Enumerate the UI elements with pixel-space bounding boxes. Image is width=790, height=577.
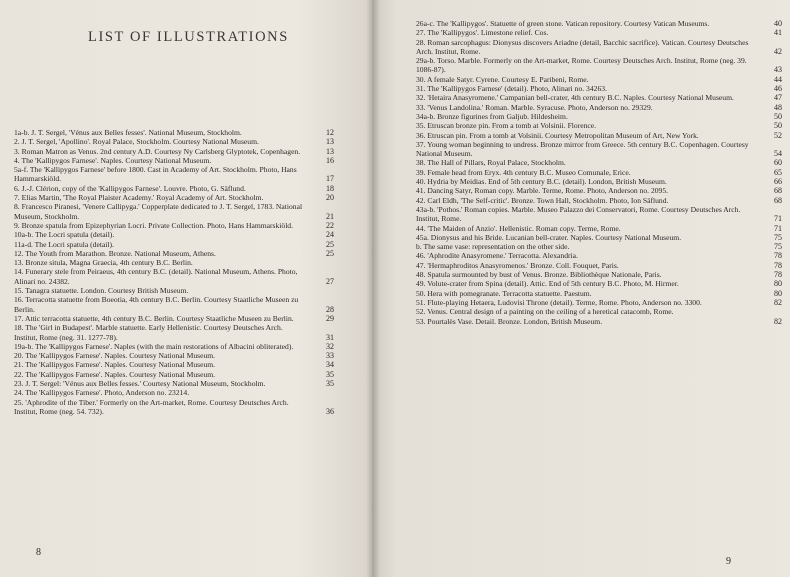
entry-page-number: 78 — [774, 270, 782, 280]
illustration-entry — [14, 184, 336, 193]
illustration-entry — [416, 242, 784, 251]
entry-caption: 7. Elias Martin, 'The Royal Plaister Academy.' Royal Academy of Art. Stockholm. — [14, 193, 264, 203]
entry-page-number: 17 — [326, 174, 334, 184]
illustration-entry — [14, 388, 336, 397]
right-page-number: 9 — [726, 556, 731, 567]
illustration-entry — [14, 165, 336, 184]
entry-page-number: 42 — [774, 46, 782, 56]
illustration-entry — [416, 224, 784, 233]
entry-caption: b. The same vase: representation on the other side. — [416, 242, 570, 252]
entry-caption: 20. The 'Kallipygos Farnese'. Naples. Courtesy National Museum. — [14, 351, 216, 361]
entry-caption: 8. Francesco Piranesi, 'Venere Callipyga.' Copperplate dedicated to J. T. Sergel, 1783. National Museum, Stockholm. — [14, 202, 303, 221]
illustration-entry — [416, 93, 784, 102]
entry-caption: 46. 'Aphrodite Anasyromene.' Terracotta. Alexandria. — [416, 251, 578, 261]
entry-caption: 52. Venus. Central design of a painting on the ceiling of a heretical catacomb, Rome. — [416, 307, 674, 317]
left-illustration-list — [14, 128, 336, 416]
entry-caption: 1a-b. J. T. Sergel, 'Vénus aux Belles fesses'. National Museum, Stockholm. — [14, 128, 242, 137]
entry-page-number: 12 — [326, 128, 334, 137]
entry-page-number: 71 — [774, 223, 782, 233]
entry-caption: 17. Attic terracotta statuette, 4th century B.C. Berlin. Courtesy Staatliche Museen zu Berlin. — [14, 313, 294, 323]
right-illustration-list — [416, 19, 784, 326]
illustration-entry — [14, 258, 336, 267]
entry-caption: 15. Tanagra statuette. London. Courtesy British Museum. — [14, 286, 189, 296]
entry-caption: 45a. Dionysus and his Bride. Lucanian bell-crater. Naples. Courtesy National Museum. — [416, 232, 682, 242]
entry-page-number: 20 — [326, 193, 334, 203]
illustration-entry — [14, 193, 336, 202]
entry-caption: 3. Roman Matron as Venus. 2nd century A.D. Courtesy Ny Carlsberg Glyptotek, Copenhagen. — [14, 146, 301, 156]
entry-caption: 38. The Hall of Pillars, Royal Palace, Stockholm. — [416, 158, 566, 168]
right-page — [372, 0, 790, 577]
entry-page-number: 41 — [774, 28, 782, 38]
entry-caption: 50. Hera with pomegranate. Terracotta statuette. Paestum. — [416, 288, 592, 298]
entry-page-number: 54 — [774, 149, 782, 159]
illustration-entry — [416, 140, 784, 159]
entry-page-number: 25 — [326, 239, 334, 249]
entry-caption: 44. 'The Maiden of Anzio'. Hellenistic. Roman copy. Terme, Rome. — [416, 223, 621, 233]
illustration-entry — [416, 112, 784, 121]
illustration-entry — [416, 205, 784, 224]
illustration-entry — [14, 128, 336, 137]
entry-caption: 18. The 'Girl in Budapest'. Marble statuette. Early Hellenistic. Courtesy Deutsches Arch. Institut, Rome (neg. 31. 1277-78). — [14, 323, 283, 342]
illustration-entry — [416, 103, 784, 112]
book-gutter — [366, 0, 380, 577]
entry-page-number: 47 — [774, 93, 782, 103]
entry-caption: 51. Flute-playing Hetaera, Ludovisi Throne (detail). Terme, Rome. Photo, Anderson no. 3300. — [416, 297, 702, 307]
entry-caption: 40. Hydria by Meidias. End of 5th century B.C. (detail). London, British Museum. — [416, 177, 667, 187]
entry-page-number: 60 — [774, 158, 782, 168]
illustration-entry — [14, 323, 336, 342]
entry-page-number: 66 — [774, 177, 782, 187]
illustration-entry — [14, 360, 336, 369]
illustration-entry — [416, 186, 784, 195]
page-title: LIST OF ILLUSTRATIONS — [88, 29, 289, 45]
entry-page-number: 52 — [774, 130, 782, 140]
entry-page-number: 44 — [774, 74, 782, 84]
entry-page-number: 68 — [774, 195, 782, 205]
illustration-entry — [14, 202, 336, 221]
entry-caption: 29a-b. Torso. Marble. Formerly on the Art-market, Rome. Courtesy Deutsches Arch. Institut, Rome (neg. 39. 1086-87). — [416, 56, 747, 75]
entry-caption: 9. Bronze spatula from Epizephyrian Locri. Private Collection. Photo, Hans Hammarskiöld. — [14, 220, 294, 230]
entry-caption: 26a-c. The 'Kallipygos'. Statuette of green stone. Vatican repository. Courtesy Vatican Museums. — [416, 19, 710, 28]
entry-page-number: 75 — [774, 232, 782, 242]
entry-caption: 5a-f. The 'Kallipygos Farnese' before 1800. Cast in Academy of Art. Stockholm. Photo, Hans Hammarskiöld. — [14, 165, 297, 184]
entry-caption: 11a-d. The Locri spatula (detail). — [14, 239, 114, 249]
illustration-entry — [416, 196, 784, 205]
entry-page-number: 29 — [326, 313, 334, 323]
illustration-entry — [416, 251, 784, 260]
entry-caption: 32. 'Hetaira Anasyromene.' Campanian bell-crater, 4th century B.C. Naples. Courtesy National Museum. — [416, 93, 734, 103]
entry-page-number: 80 — [774, 279, 782, 289]
entry-caption: 22. The 'Kallipygos Farnese'. Naples. Courtesy National Museum. — [14, 369, 216, 379]
illustration-entry — [416, 75, 784, 84]
entry-caption: 14. Funerary stele from Peiraeus, 4th century B.C. (detail). National Museum, Athens. Photo, Alinari no. 24382. — [14, 267, 298, 286]
entry-caption: 37. Young woman beginning to undress. Bronze mirror from Greece. 5th century B.C. Copenhagen. Courtesy National Museum. — [416, 139, 749, 159]
illustration-entry — [416, 121, 784, 130]
entry-caption: 39. Female head from Eryx. 4th century B.C. Museo Comunale, Erice. — [416, 167, 631, 177]
entry-caption: 10a-b. The Locri spatula (detail). — [14, 230, 115, 240]
entry-page-number: 31 — [326, 332, 334, 342]
entry-caption: 33. 'Venus Landolina.' Roman. Marble. Syracuse. Photo, Anderson no. 29329. — [416, 102, 653, 112]
left-page — [0, 0, 372, 577]
entry-page-number: 71 — [774, 214, 782, 224]
entry-page-number: 75 — [774, 242, 782, 252]
entry-caption: 48. Spatula surmounted by bust of Venus. Bronze. Bibliothèque Nationale, Paris. — [416, 270, 662, 280]
entry-page-number: 35 — [326, 379, 334, 389]
illustration-entry — [416, 131, 784, 140]
entry-page-number: 48 — [774, 102, 782, 112]
entry-page-number: 35 — [326, 369, 334, 379]
entry-page-number: 68 — [774, 186, 782, 196]
entry-caption: 23. J. T. Sergel: 'Vénus aux Belles fesses.' Courtesy National Museum, Stockholm. — [14, 379, 266, 389]
illustration-entry — [14, 221, 336, 230]
entry-caption: 30. A female Satyr. Cyrene. Courtesy E. Paribeni, Rome. — [416, 74, 589, 84]
illustration-entry — [14, 351, 336, 360]
illustration-entry — [416, 233, 784, 242]
illustration-entry — [14, 156, 336, 165]
illustration-entry — [416, 270, 784, 279]
entry-caption: 42. Carl Eldh, 'The Self-critic'. Bronze. Town Hall, Stockholm. Photo, Ion Säflund. — [416, 195, 669, 205]
illustration-entry — [416, 307, 784, 316]
illustration-entry — [14, 249, 336, 258]
entry-page-number: 78 — [774, 251, 782, 261]
entry-page-number: 50 — [774, 121, 782, 131]
illustration-entry — [14, 137, 336, 146]
illustration-entry — [14, 370, 336, 379]
illustration-entry — [416, 279, 784, 288]
entry-caption: 16. Terracotta statuette from Boeotia, 4th century B.C. Berlin. Courtesy Staatliche Museen zu Berlin. — [14, 295, 299, 314]
entry-caption: 24. The 'Kallipygos Farnese'. Photo, Anderson no. 23214. — [14, 388, 190, 398]
entry-page-number: 50 — [774, 111, 782, 121]
entry-caption: 49. Volute-crater from Spina (detail). Attic. End of 5th century B.C. Photo, M. Hirmer. — [416, 279, 679, 289]
entry-page-number: 82 — [774, 316, 782, 326]
entry-page-number: 80 — [774, 288, 782, 298]
illustration-entry — [416, 289, 784, 298]
illustration-entry — [14, 147, 336, 156]
illustration-entry — [14, 398, 336, 417]
entry-caption: 25. 'Aphrodite of the Tiber.' Formerly on the Art-market, Rome. Courtesy Deutsches Arch. Institut, Rome (neg. 54. 732). — [14, 397, 289, 416]
illustration-entry — [416, 168, 784, 177]
entry-caption: 2. J. T. Sergel, 'Apollino'. Royal Palace, Stockholm. Courtesy National Museum. — [14, 137, 259, 147]
illustration-entry — [14, 286, 336, 295]
entry-page-number: 13 — [326, 137, 334, 147]
illustration-entry — [14, 342, 336, 351]
entry-page-number: 65 — [774, 167, 782, 177]
entry-caption: 36. Etruscan pin. From a tomb at Volsinii. Courtesy Metropolitan Museum of Art, New York. — [416, 130, 699, 140]
illustration-entry — [416, 317, 784, 326]
illustration-entry — [14, 230, 336, 239]
entry-page-number: 78 — [774, 260, 782, 270]
illustration-entry — [416, 261, 784, 270]
entry-caption: 19a-b. The 'Kallipygos Farnese'. Naples (with the main restorations of Albacini obliterated). — [14, 341, 294, 351]
entry-page-number: 33 — [326, 351, 334, 361]
left-page-number: 8 — [36, 547, 41, 558]
entry-caption: 27. The 'Kallipygos'. Limestone relief. Cos. — [416, 28, 549, 38]
illustration-entry — [14, 267, 336, 286]
entry-caption: 31. The 'Kallipygos Farnese' (detail). Photo, Alinari no. 34263. — [416, 84, 607, 94]
entry-page-number: 46 — [774, 84, 782, 94]
entry-page-number: 43 — [774, 65, 782, 75]
entry-page-number: 28 — [326, 304, 334, 314]
entry-caption: 13. Bronze situla, Magna Graecia, 4th century B.C. Berlin. — [14, 258, 193, 268]
entry-page-number: 82 — [774, 297, 782, 307]
entry-caption: 4. The 'Kallipygos Farnese'. Naples. Courtesy National Museum. — [14, 155, 212, 165]
entry-caption: 21. The 'Kallipygos Farnese'. Naples. Courtesy National Museum. — [14, 360, 216, 370]
entry-page-number: 25 — [326, 248, 334, 258]
entry-page-number: 27 — [326, 276, 334, 286]
entry-page-number: 32 — [326, 341, 334, 351]
illustration-entry — [416, 38, 784, 57]
illustration-entry — [416, 158, 784, 167]
entry-page-number: 24 — [326, 230, 334, 240]
entry-caption: 47. 'Hermaphroditos Anasyromenos.' Bronze. Coll. Fouquet, Paris. — [416, 260, 619, 270]
entry-caption: 41. Dancing Satyr, Roman copy. Marble. Terme, Rome. Photo, Anderson no. 2095. — [416, 186, 669, 196]
illustration-entry — [416, 19, 784, 28]
entry-caption: 12. The Youth from Marathon. Bronze. National Museum, Athens. — [14, 248, 216, 258]
entry-page-number: 34 — [326, 360, 334, 370]
entry-caption: 35. Etruscan bronze pin. From a tomb at Volsinii. Florence. — [416, 121, 597, 131]
illustration-entry — [14, 295, 336, 314]
illustration-entry — [416, 84, 784, 93]
entry-caption: 34a-b. Bronze figurines from Galjub. Hildesheim. — [416, 111, 568, 121]
entry-page-number: 16 — [326, 155, 334, 165]
illustration-entry — [14, 240, 336, 249]
illustration-entry — [14, 314, 336, 323]
illustration-entry — [14, 379, 336, 388]
entry-page-number: 13 — [326, 146, 334, 156]
illustration-entry — [416, 28, 784, 37]
entry-caption: 28. Roman sarcophagus: Dionysus discovers Ariadne (detail, Bacchic sacrifice). Vatican. Courtesy Deutsches Arch. Institut, Rome. — [416, 37, 749, 56]
illustration-entry — [416, 298, 784, 307]
entry-page-number: 21 — [326, 211, 334, 221]
entry-page-number: 40 — [774, 19, 782, 28]
entry-caption: 53. Pourtalès Vase. Detail. Bronze. London, British Museum. — [416, 316, 603, 326]
entry-page-number: 18 — [326, 183, 334, 193]
entry-page-number: 22 — [326, 220, 334, 230]
entry-caption: 6. J.-J. Clérion, copy of the 'Kallipygos Farnese'. Louvre. Photo, G. Säflund. — [14, 183, 246, 193]
entry-page-number: 36 — [326, 406, 334, 416]
illustration-entry — [416, 56, 784, 75]
illustration-entry — [416, 177, 784, 186]
entry-caption: 43a-b. 'Pothos.' Roman copies. Marble. Museo Palazzo dei Conservatori, Rome. Courtesy Deutsches Arch. Institut, Rome. — [416, 204, 741, 224]
